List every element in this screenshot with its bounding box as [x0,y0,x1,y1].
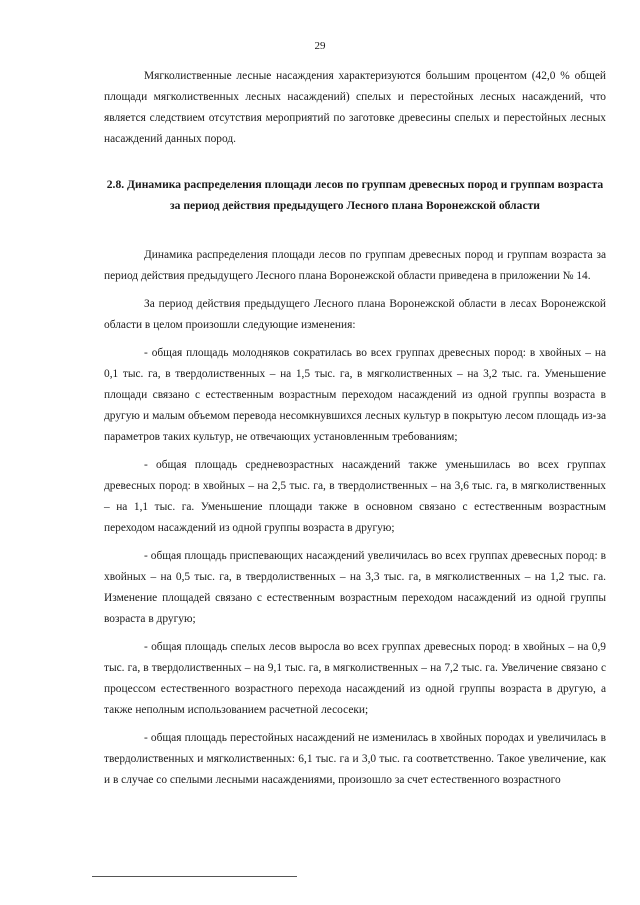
page-number: 29 [314,40,326,52]
list-item-young-stands: - общая площадь молодняков сократилась во всех группах древесных пород: в хвойных – на 0,1 тыс. га, в твердолиственных – на 1,5 тыс. га, в мягколиственных – на 3,2 тыс. га. Уменьшение площади связано с естественным возрастным переходом насаждений из одной группы возраста в другую и малым объемом перевода несомкнувшихся лесных культур в покрытую лесом площадь из-за параметров таких культур, не отвечающих установленным требованиям; [104,347,606,443]
paragraph-changes-intro: За период действия предыдущего Лесного плана Воронежской области в лесах Воронежской области в целом произошли следующие изменения: [104,298,606,331]
list-item-overmature-stands: - общая площадь перестойных насаждений не изменилась в хвойных породах и увеличилась в твердолиственных и мягколиственных: 6,1 тыс. га и 3,0 тыс. га соответственно. Такое увеличение, как и в случае со спелыми лесными насаждениями, произошло за счет естественного возрастного [104,732,606,786]
list-item-maturing-stands: - общая площадь приспевающих насаждений увеличилась во всех группах древесных пород: в хвойных – на 0,5 тыс. га, в твердолиственных – на 3,3 тыс. га, в мягколиственных – на 1,2 тыс. га. Изменение площадей связано с естественным возрастным переходом насаждений из одной группы возраста в другую; [104,550,606,625]
list-item-middle-aged-stands: - общая площадь средневозрастных насаждений также уменьшилась во всех группах древесных пород: в хвойных – на 2,5 тыс. га, в твердолиственных – на 3,6 тыс. га, в мягколиственных – на 1,1 тыс. га. Уменьшение площади также в основном связано с естественным возрастным переходом насаждений из одной группы возраста в другую; [104,459,606,534]
footer-divider [92,876,297,877]
intro-paragraph: Мягколиственные лесные насаждения характеризуются большим процентом (42,0 % общей площади мягколиственных лесных насаждений) спелых и перестойных лесных насаждений, что является следствием отсутствия мероприятий по заготовке древесины спелых и перестойных лесных насаждений данных пород. [104,70,606,145]
section-heading: 2.8. Динамика распределения площади лесов по группам древесных пород и группам возраста за период действия предыдущего Лесного плана Воронежской области [106,178,604,212]
page-body [104,66,606,791]
paragraph-appendix-reference: Динамика распределения площади лесов по группам древесных пород и группам возраста за период действия предыдущего Лесного плана Воронежской области приведена в приложении № 14. [104,249,606,282]
list-item-mature-forests: - общая площадь спелых лесов выросла во всех группах древесных пород: в хвойных – на 0,9 тыс. га, в твердолиственных – на 9,1 тыс. га, в мягколиственных – на 7,2 тыс. га. Увеличение связано с процессом естественного возрастного перехода насаждений из одной группы возраста в другую, а также неполным использованием расчетной лесосеки; [104,641,606,716]
